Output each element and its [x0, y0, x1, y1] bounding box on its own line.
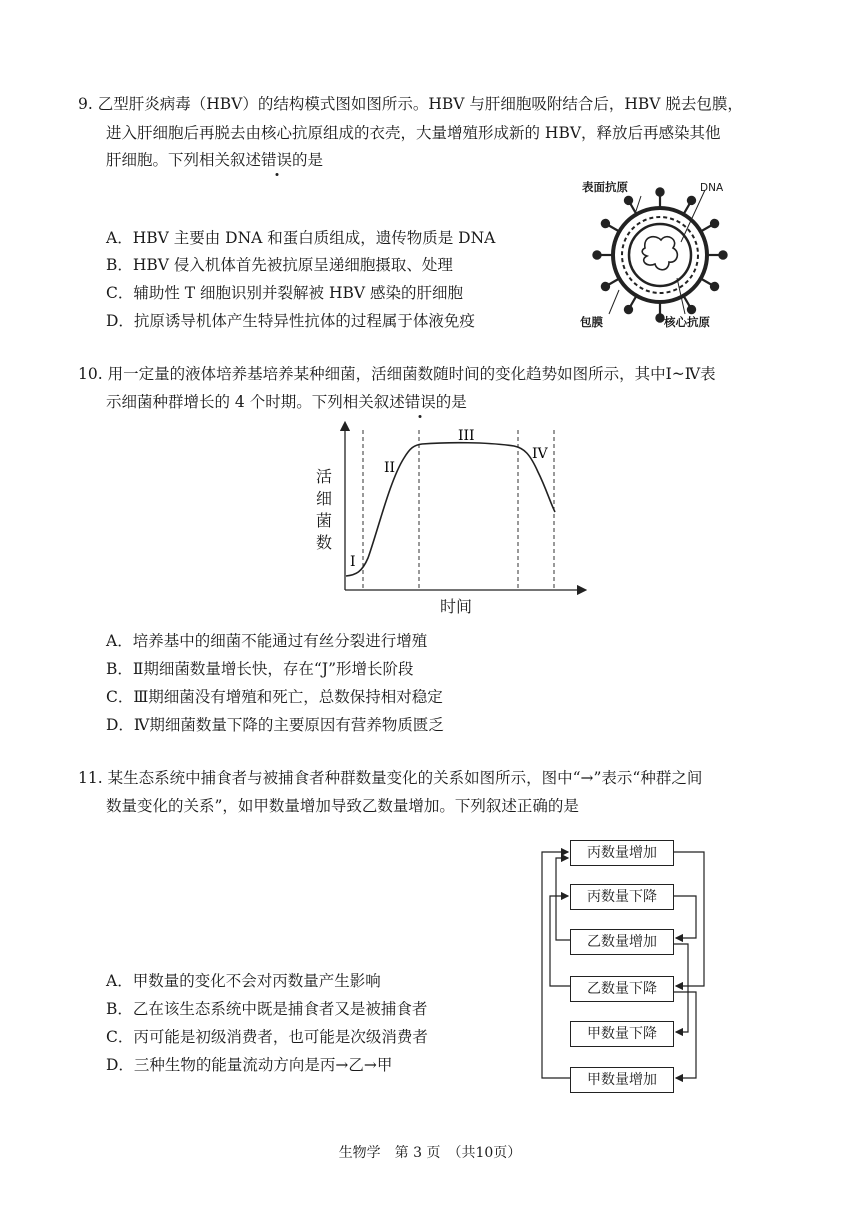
q9-option-a: A．HBV 主要由 DNA 和蛋白质组成，遗传物质是 DNA [106, 229, 496, 247]
hbv-structure-figure [585, 178, 735, 330]
q10-option-c: C．Ⅲ期细菌没有增殖和死亡，总数保持相对稳定 [106, 688, 443, 706]
q11-option-a: A．甲数量的变化不会对丙数量产生影响 [106, 972, 381, 990]
q11-option-d: D．三种生物的能量流动方向是丙→乙→甲 [106, 1056, 393, 1074]
phase-label-3: III [458, 428, 475, 444]
population-relationship-diagram [530, 832, 720, 1098]
phase-label-2: II [384, 460, 396, 476]
label-core-antigen: 核心抗原 [664, 315, 710, 329]
y-axis-label-char-2: 细 [316, 489, 333, 508]
box-yi-decrease: 乙数量下降 [570, 976, 674, 1002]
arrow-bing-dec-to-yi-inc [674, 896, 696, 938]
label-dna: DNA [700, 182, 724, 194]
label-surface-antigen: 表面抗原 [582, 180, 628, 194]
growth-curve [346, 443, 555, 576]
q10-stem-line2 [106, 392, 467, 412]
arrow-yi-dec-to-bing-dec [550, 896, 570, 986]
q10-stem-line2-post: 的是 [435, 393, 467, 411]
q9-option-c: C．辅助性 T 细胞识别并裂解被 HBV 感染的肝细胞 [106, 284, 464, 302]
label-envelope: 包膜 [580, 315, 603, 329]
y-axis-label [316, 466, 332, 554]
q9-emphasis-cuowu: 错误 [261, 151, 293, 169]
q11-stem-line1: 11. 某生态系统中捕食者与被捕食者种群数量变化的关系如图所示，图中“→”表示“种群之间 [78, 769, 703, 787]
q9-stem-line2: 进入肝细胞后再脱去由核心抗原组成的衣壳，大量增殖形成新的 HBV，释放后再感染其他 [106, 124, 721, 142]
q9-stem-line3 [106, 150, 323, 170]
q10-option-d: D．Ⅳ期细菌数量下降的主要原因有营养物质匮乏 [106, 716, 444, 734]
q9-stem-line3-post: 的是 [292, 151, 324, 169]
phase-label-4: IV [532, 446, 548, 462]
box-jia-increase: 甲数量增加 [570, 1067, 674, 1093]
q11-stem-line2: 数量变化的关系”，如甲数量增加导致乙数量增加。下列叙述正确的是 [106, 797, 579, 815]
q10-option-b: B．Ⅱ期细菌数量增长快，存在“J”形增长阶段 [106, 660, 414, 678]
q9-stem-line1: 9. 乙型肝炎病毒（HBV）的结构模式图如图所示。HBV 与肝细胞吸附结合后，HBV 脱去包膜， [78, 95, 743, 113]
box-jia-decrease: 甲数量下降 [570, 1021, 674, 1047]
arrow-yi-dec-to-jia-inc [674, 992, 696, 1078]
pointer-envelope [609, 290, 619, 314]
core-capsid [629, 224, 691, 286]
arrow-yi-inc-to-jia-dec [674, 944, 688, 1032]
q10-option-a: A．培养基中的细菌不能通过有丝分裂进行增殖 [106, 632, 428, 650]
box-yi-increase: 乙数量增加 [570, 929, 674, 955]
y-axis-label-char-4: 数 [316, 533, 333, 552]
y-axis-label-char-3: 菌 [316, 511, 333, 530]
box-bing-increase: 丙数量增加 [570, 840, 674, 866]
q10-stem-line2-pre: 示细菌种群增长的 4 个时期。下列相关叙述 [106, 393, 405, 411]
arrow-yi-inc-to-bing-inc [556, 858, 570, 940]
q11-option-c: C．丙可能是初级消费者，也可能是次级消费者 [106, 1028, 428, 1046]
q10-emphasis-cuowu: 错误 [404, 393, 436, 411]
arrow-bing-inc-to-yi-dec [674, 852, 704, 986]
q9-option-b: B．HBV 侵入机体首先被抗原呈递细胞摄取、处理 [106, 256, 453, 274]
q9-option-d: D．抗原诱导机体产生特异性抗体的过程属于体液免疫 [106, 312, 475, 330]
q9-stem-line3-pre: 肝细胞。下列相关叙述 [106, 151, 262, 169]
box-bing-decrease: 丙数量下降 [570, 884, 674, 910]
y-axis-label-char-1: 活 [316, 467, 333, 486]
x-axis-label: 时间 [440, 597, 473, 616]
page-footer: 生物学 第 3 页 （共10页） [338, 1145, 522, 1161]
phase-label-1: I [350, 554, 356, 570]
growth-curve-chart [308, 420, 590, 616]
q11-option-b: B．乙在该生态系统中既是捕食者又是被捕食者 [106, 1000, 428, 1018]
q10-stem-line1: 10. 用一定量的液体培养基培养某种细菌，活细菌数随时间的变化趋势如图所示，其中Ⅰ~Ⅳ表 [78, 365, 716, 383]
